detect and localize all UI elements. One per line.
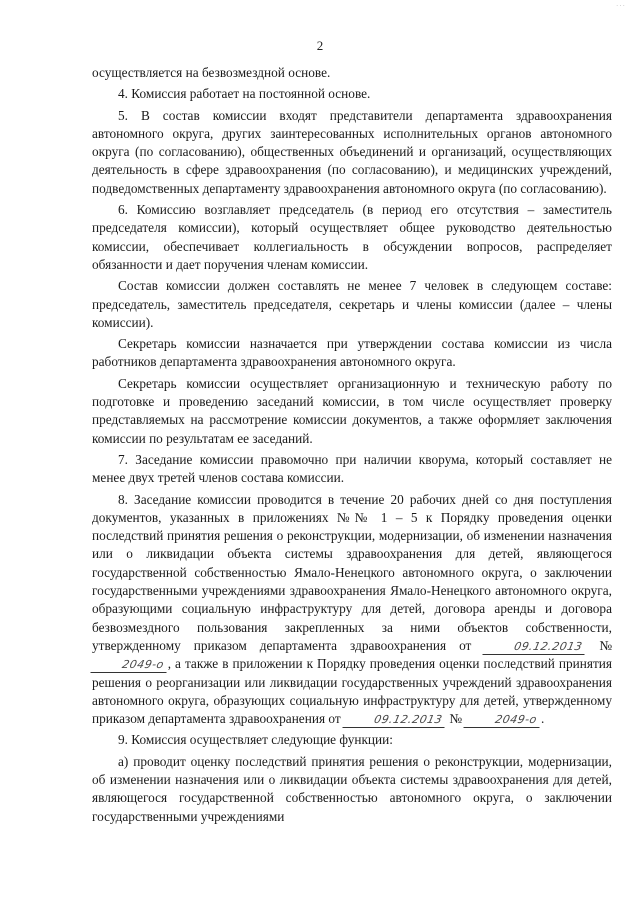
number-sign-1: № [599, 637, 613, 653]
paragraph-8-text-1: 8. Заседание комиссии проводится в течение 20 рабочих дней со дня поступления документов, указанных в приложениях №№ 1 – 5 к Порядку проведения оценки последствий принятия решения о реконструкции, модернизации, об изменении назначения или о ликвидации объекта системы здравоохранения для детей, являющегося государственной собственностью Ямало-Ненецкого автономного округа, о заключении государственными учреждениями здравоохранения Ямало-Ненецкого автономного округа, образующими социальную инфраструктуру для детей, договора аренды и договора безвозмездного пользования закрепленных за ними объектов собственности, утвержденному приказом департамента здравоохранения от [92, 491, 612, 653]
paragraph-secretary-appointment: Секретарь комиссии назначается при утверждении состава комиссии из числа работников департамента здравоохранения автономного округа. [92, 336, 612, 370]
paragraph-9-title: 9. Комиссия осуществляет следующие функции: [118, 732, 393, 748]
scan-corner-mark: ··· [616, 2, 626, 10]
paragraph-8-end: . [541, 711, 545, 727]
paragraph-8-text-2: , а также в приложении к Порядку проведения оценки последствий принятия решения о реорганизации или ликвидации государственных учреждений здравоохранения автономного округа, образующих социальную инфраструктуру для детей, утвержденному приказом департамента здравоохранения от [92, 656, 612, 727]
paragraph-6: 6. Комиссию возглавляет председатель (в период его отсутствия – заместитель председателя комиссии), который осуществляет общее руководство деятельностью комиссии, обеспечивает коллегиальность в обсуждении вопросов, распределяет обязанности и дает поручения членам комиссии. [92, 202, 612, 272]
paragraph-composition: Состав комиссии должен составлять не менее 7 человек в следующем составе: председатель, заместитель председателя, секретарь и члены комиссии (далее – члены комиссии). [92, 278, 612, 330]
paragraph-7: 7. Заседание комиссии правомочно при наличии кворума, который составляет не менее двух третей членов состава комиссии. [92, 451, 612, 486]
paragraph-4: 4. Комиссия работает на постоянной основе. [118, 86, 371, 102]
paragraph-5: 5. В состав комиссии входят представители департамента здравоохранения автономного округа, других заинтересованных исполнительных органов автономного округа (по согласованию), общественных объединений и организаций, осуществляющих деятельность в сфере здравоохранения (по согласованию), и медицинских учреждений, подведомственных департаменту здравоохранения автономного округа (по согласованию). [92, 107, 612, 196]
paragraph-continuation: осуществляется на безвозмездной основе. [92, 65, 331, 80]
handwritten-order-number-1: 2049-о [90, 658, 169, 673]
document-body [92, 64, 613, 824]
page-number: 2 [316, 38, 324, 53]
handwritten-date-1: 09.12.2013 [483, 640, 588, 655]
number-sign-2: № [449, 711, 462, 727]
paragraph-9a: а) проводит оценку последствий принятия решения о реконструкции, модернизации, об изменении назначения или о ликвидации объекта системы здравоохранения для детей, являющегося государственной собственностью автономного округа, о заключении государственными учреждениями [92, 753, 612, 824]
handwritten-date-2: 09.12.2013 [342, 713, 447, 728]
paragraph-secretary-duties: Секретарь комиссии осуществляет организационную и техническую работу по подготовке и проведению заседаний комиссии, в том числе осуществляет проверку представляемых на рассмотрение комиссии документов, а также оформляет заключения комиссии по результатам ее заседаний. [92, 375, 612, 446]
handwritten-order-number-2: 2049-о [464, 713, 543, 728]
paragraph-8 [92, 491, 612, 729]
